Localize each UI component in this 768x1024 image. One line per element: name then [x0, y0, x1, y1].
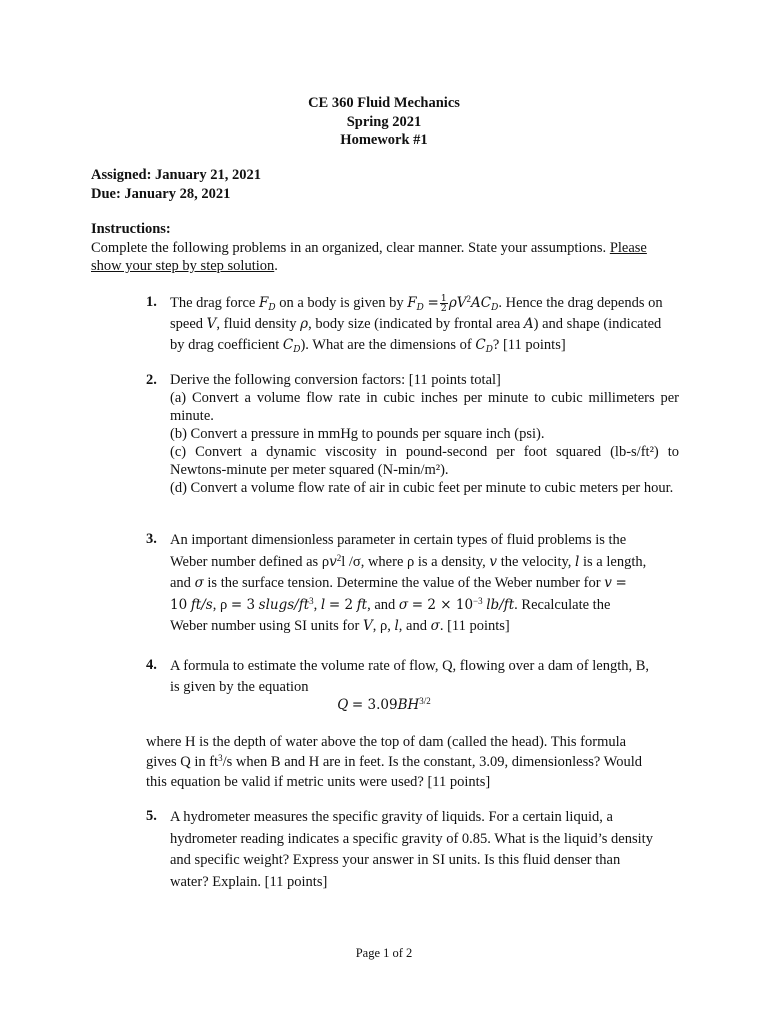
course-title: CE 360 Fluid Mechanics [308, 95, 460, 111]
problem-number: 1. [146, 294, 157, 310]
problem-2-part-a: (a) Convert a volume flow rate in cubic inches per minute to cubic millimeters per minute. [170, 390, 679, 424]
assigned-date: Assigned: January 21, 2021 [91, 167, 261, 183]
instructions-plain: Complete the following problems in an organized, clear manner. State your assumptions. [91, 239, 607, 256]
problem-2-part-d: (d) Convert a volume flow rate of air in cubic feet per minute to cubic meters per hour. [170, 480, 674, 496]
problem-2-intro: Derive the following conversion factors: [11 points total] [170, 372, 501, 388]
instructions-emphasis-1: Please [609, 239, 647, 256]
problem-text: A formula to estimate the volume rate of flow, Q, flowing over a dam of length, B, is given by the equation [170, 658, 650, 695]
assignment-title: Homework #1 [340, 132, 428, 148]
instructions-text [91, 239, 679, 276]
problem-number: 5. [146, 808, 157, 824]
dates-block [91, 166, 261, 203]
problem-text: The drag force $F_D$ on a body is given by $F_D$ = $\frac{1}{2}$ $\rho V^2AC_D$. Hence the drag depends on speed V, fluid density ρ, body size (indicated by frontal area A) and shape (indicated by drag coefficient $C_D$). What are the dimensions of $C_D$? [11 points] [170, 293, 663, 355]
problem-number: 4. [146, 657, 157, 673]
instructions-end: . [274, 258, 278, 274]
problem-text [170, 371, 679, 497]
due-date: Due: January 28, 2021 [91, 185, 231, 202]
instructions-heading: Instructions: [91, 221, 171, 237]
problem-2-part-c: (c) Convert a dynamic viscosity in pound-second per foot squared (lb-s/ft²) to Newtons-minute per meter squared (N-min/m²). [170, 444, 679, 478]
document-header [0, 94, 768, 150]
problem-points: [11 points] [447, 618, 510, 634]
term: Spring 2021 [346, 113, 422, 130]
problem-number: 3. [146, 531, 157, 547]
problem-text: A hydrometer measures the specific gravity of liquids. For a certain liquid, a hydrometer reading indicates a specific gravity of 0.85. What is the liquid’s density and specific weight? Express your answer in SI units. Is this fluid denser than water? Explain. [11 points] [170, 809, 653, 890]
problem-4-continued: where H is the depth of water above the top of dam (called the head). This formula gives Q in $ft^3/s$ when B and H are in feet. Is the constant, 3.09, dimensionless? Would this equation be valid if metric units were used? [11 points] [146, 734, 642, 790]
problem-text: An important dimensionless parameter in certain types of fluid problems is the Weber number defined as $\rho v^2l$ /σ, where ρ is a density, v the velocity, l is a length, and σ is the surface tension. Determine the value of the Weber number for v = 10 ft/s, ρ = 3 slugs/$ft^3$, l = 2 ft, and $\sigma = 2 \times 10^{-3}$ lb/ft. Recalculate the Weber number using SI units for V, ρ, l, and σ. [11 points] [170, 532, 647, 634]
problem-points: [11 points] [427, 774, 491, 790]
problem-2-part-b: (b) Convert a pressure in mmHg to pounds per square inch (psi). [170, 426, 545, 442]
problem-points: [11 points] [502, 337, 566, 353]
problem-number: 2. [146, 372, 157, 388]
weir-equation: $Q = 3.09BH^{3/2}$ [337, 696, 431, 713]
instructions-block [91, 220, 679, 276]
instructions-emphasis-2: show your step by step solution [91, 258, 275, 274]
page-number: Page 1 of 2 [355, 946, 413, 960]
